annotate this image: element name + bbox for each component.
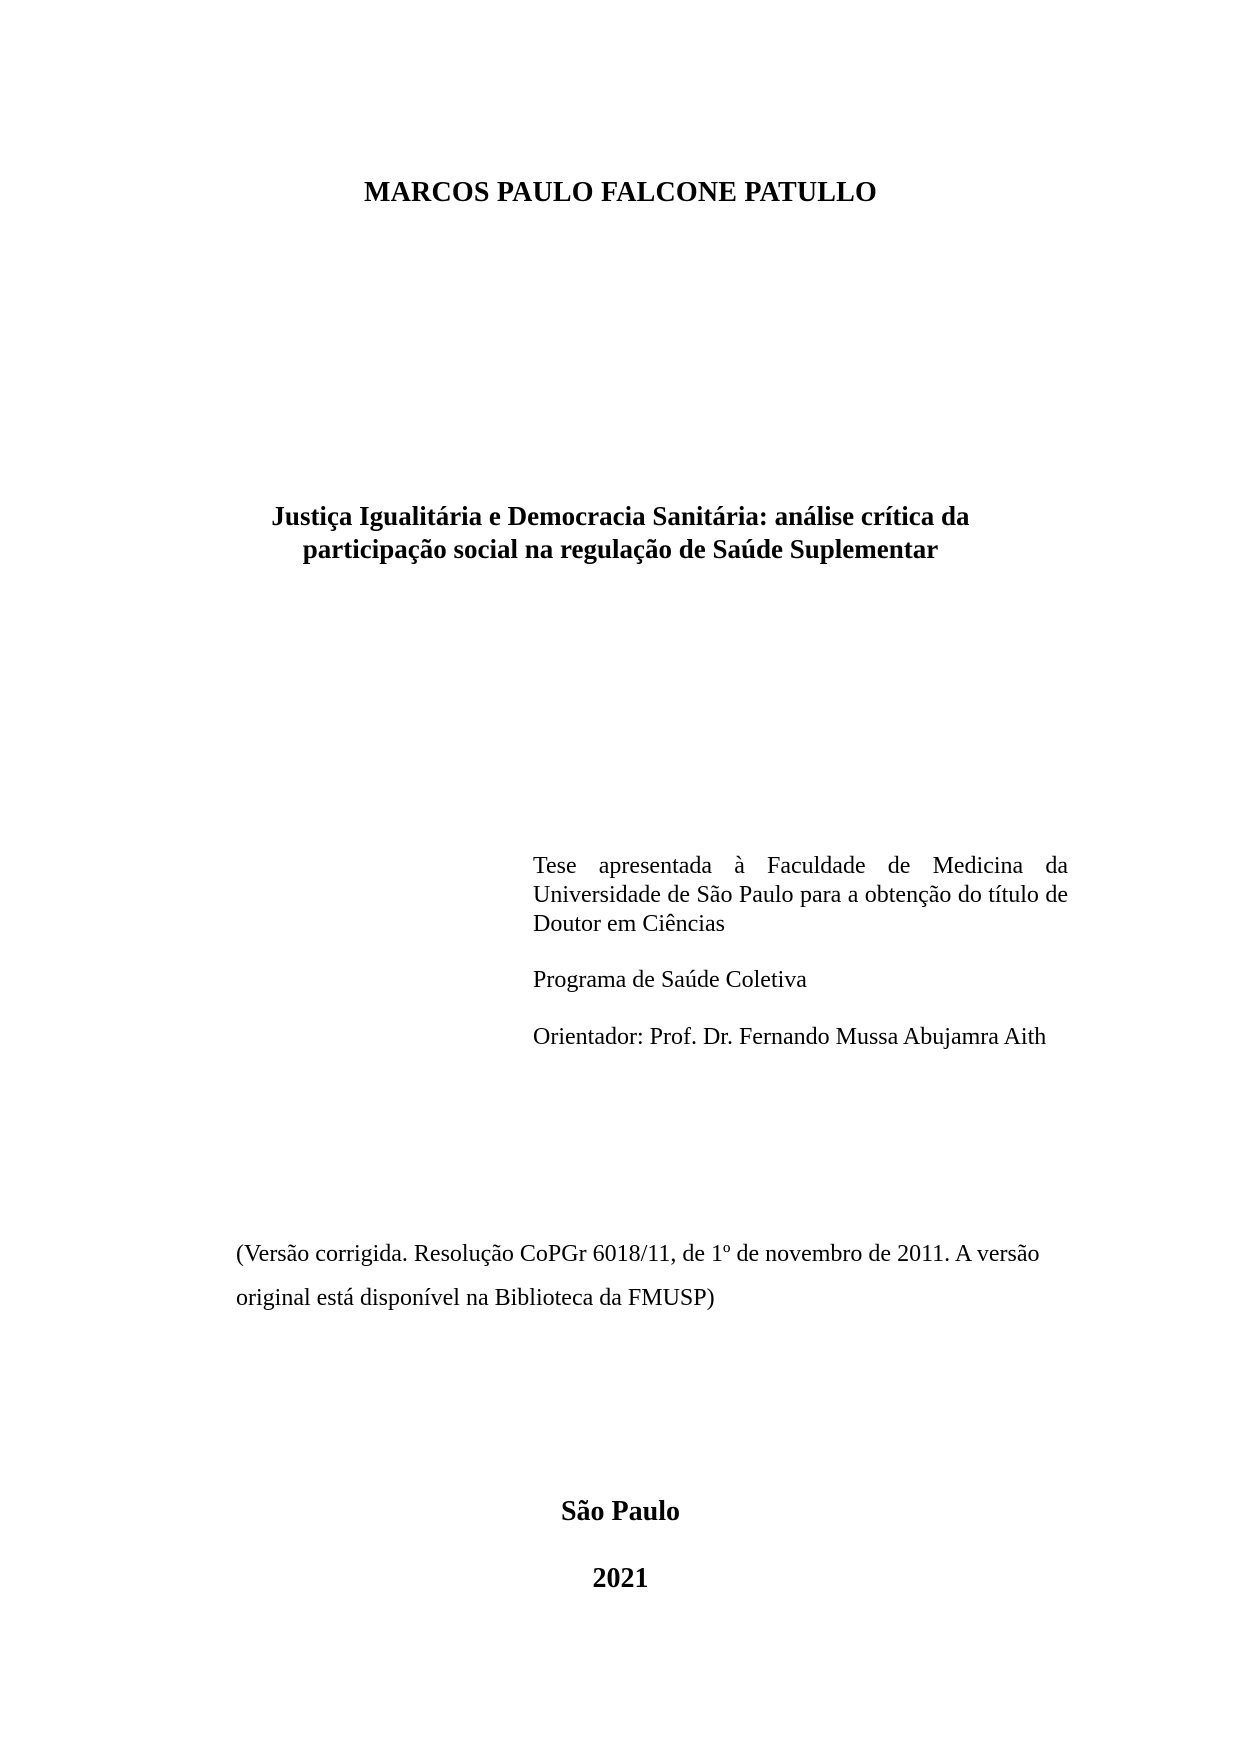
version-note-line-2: original está disponível na Biblioteca da FMUSP) [236, 1285, 715, 1311]
advisor-name: Orientador: Prof. Dr. Fernando Mussa Abujamra Aith [533, 1024, 1047, 1050]
thesis-info-block [533, 852, 1068, 1052]
thesis-description: Tese apresentada à Faculdade de Medicina da Universidade de São Paulo para a obtenção do título de Doutor em Ciências [533, 853, 1068, 937]
thesis-title [200, 500, 1041, 566]
year: 2021 [592, 1563, 649, 1594]
author-name: MARCOS PAULO FALCONE PATULLO [364, 177, 877, 208]
thesis-title-line-2: participação social na regulação de Saúde Suplementar [302, 534, 939, 564]
version-note [236, 1232, 1068, 1320]
thesis-title-line-1: Justiça Igualitária e Democracia Sanitária: análise crítica da [271, 501, 970, 531]
version-note-line-1: (Versão corrigida. Resolução CoPGr 6018/11, de 1º de novembro de 2011. A versão [236, 1241, 1040, 1267]
city: São Paulo [560, 1496, 681, 1527]
program-name: Programa de Saúde Coletiva [533, 967, 807, 993]
